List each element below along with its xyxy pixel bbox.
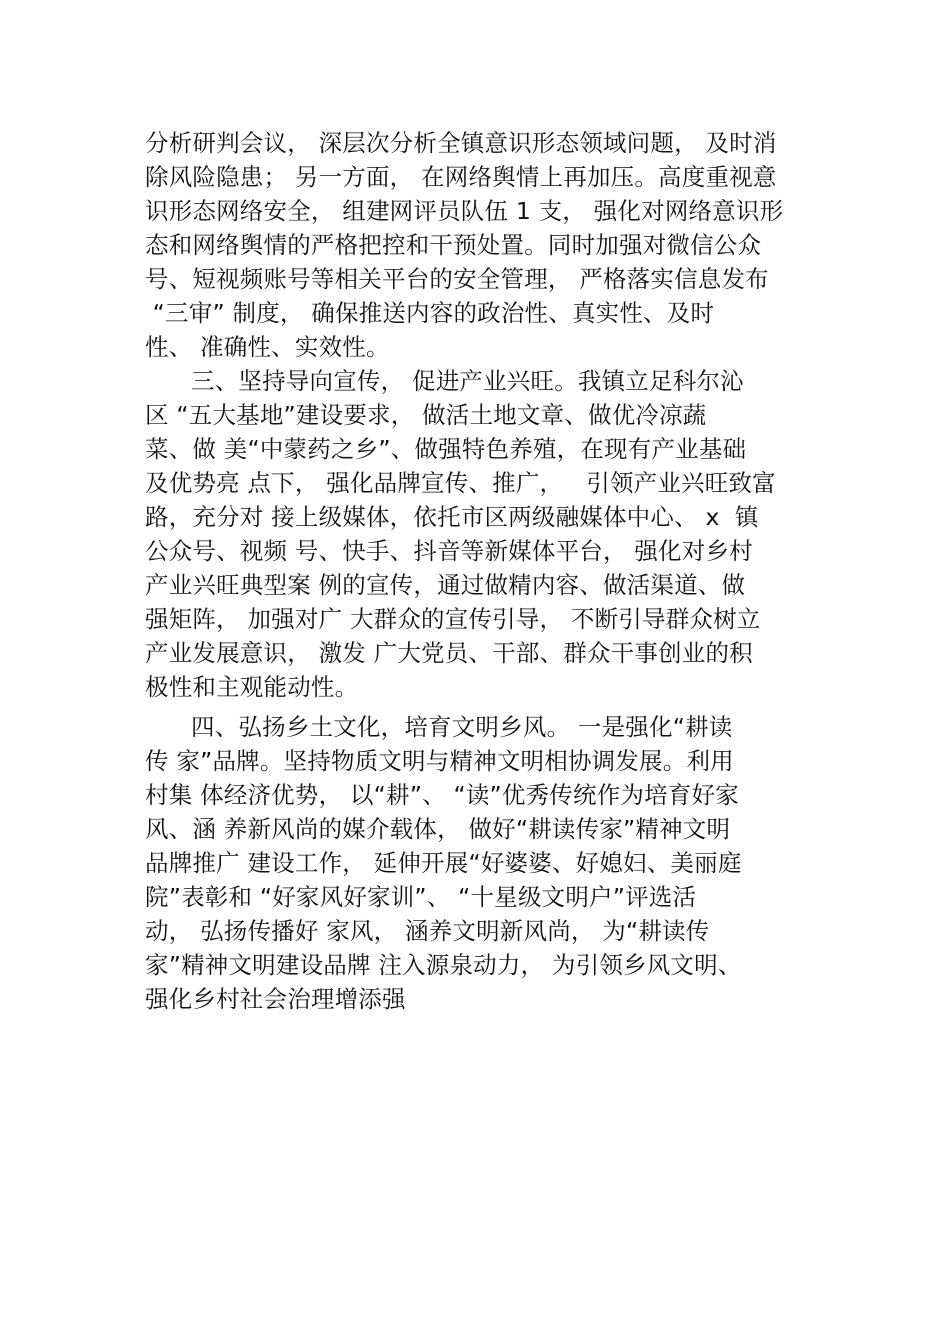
text-line: 院”表彰和 “好家风好家训”、 “十星级文明户”评选活 bbox=[145, 883, 697, 911]
text-line: 强矩阵， 加强对广 大群众的宣传引导， 不断引导群众树立 bbox=[145, 605, 761, 633]
text-line: 号、短视频账号等相关平台的安全管理， 严格落实信息发布 bbox=[145, 265, 769, 293]
paragraph-2 bbox=[145, 364, 835, 704]
text-line: 强化乡村社会治理增添强 bbox=[145, 985, 406, 1013]
paragraph-3 bbox=[145, 710, 835, 1016]
paragraph-1 bbox=[145, 126, 835, 364]
text-line: 性、 准确性、实效性。 bbox=[145, 333, 390, 361]
text-line: 产业发展意识， 激发 广大党员、干部、群众干事创业的积 bbox=[145, 639, 753, 667]
text-line: 村集 体经济优势， 以“耕”、 “读”优秀传统作为培育好家 bbox=[145, 781, 739, 809]
body-text bbox=[145, 126, 835, 1016]
text-line: 及优势亮 点下， 强化品牌宣传、推广， 引领产业兴旺致富 bbox=[145, 469, 776, 497]
text-line: 态和网络舆情的严格把控和干预处置。同时加强对微信公众 bbox=[145, 231, 762, 259]
text-line: 分析研判会议， 深层次分析全镇意识形态领域问题， 及时消 bbox=[145, 129, 777, 157]
text-line: 风、涵 养新风尚的媒介载体， 做好“耕读传家”精神文明 bbox=[145, 815, 731, 843]
text-line: 公众号、视频 号、快手、抖音等新媒体平台， 强化对乡村 bbox=[145, 537, 753, 565]
text-line: “三审” 制度， 确保推送内容的政治性、真实性、及时 bbox=[145, 299, 715, 327]
text-line: 四、弘扬乡土文化，培育文明乡风。 一是强化“耕读 bbox=[145, 713, 733, 741]
text-line: 除风险隐患； 另一方面， 在网络舆情上再加压。高度重视意 bbox=[145, 163, 777, 191]
text-line: 菜、做 美“中蒙药之乡”、做强特色养殖，在现有产业基础 bbox=[145, 435, 747, 463]
text-line: 动， 弘扬传播好 家风， 涵养文明新风尚， 为“耕读传 bbox=[145, 917, 710, 945]
text-line: 产业兴旺典型案 例的宣传，通过做精内容、做活渠道、做 bbox=[145, 571, 746, 599]
text-line: 路，充分对 接上级媒体，依托市区两级融媒体中心、 x 镇 bbox=[145, 503, 759, 531]
text-line: 极性和主观能动性。 bbox=[145, 673, 359, 701]
text-line: 识形态网络安全， 组建网评员队伍 1 支， 强化对网络意识形 bbox=[145, 197, 784, 225]
text-line: 区 “五大基地”建设要求， 做活土地文章、做优冷凉蔬 bbox=[145, 401, 707, 429]
text-line: 三、坚持导向宣传， 促进产业兴旺。我镇立足科尔沁 bbox=[145, 367, 744, 395]
text-line: 家”精神文明建设品牌 注入源泉动力， 为引领乡风文明、 bbox=[145, 951, 742, 979]
text-line: 传 家”品牌。坚持物质文明与精神文明相协调发展。利用 bbox=[145, 747, 734, 775]
text-line: 品牌推广 建设工作， 延伸开展“好婆婆、好媳妇、美丽庭 bbox=[145, 849, 742, 877]
